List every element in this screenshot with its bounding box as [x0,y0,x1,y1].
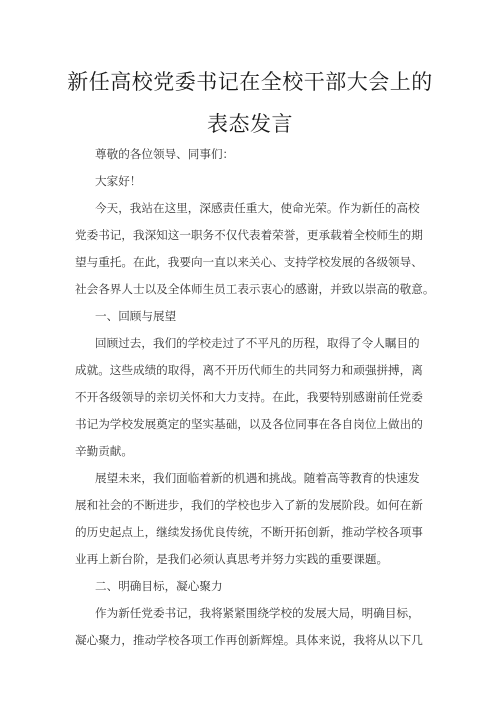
paragraph-2-line-3: 不开各级领导的亲切关怀和大力支持。在此，我要特别感谢前任党委 [75,390,423,404]
document-title-line-1: 新任高校党委书记在全校干部大会上的 [67,70,433,94]
paragraph-2-line-5: 辛勤贡献。 [75,444,133,458]
paragraph-3-line-1: 展望未来，我们面临着新的机遇和挑战。随着高等教育的快速发 [95,471,420,485]
paragraph-2-line-1: 回顾过去，我们的学校走过了不平凡的历程，取得了令人瞩目的 [95,336,420,350]
paragraph-3-line-2: 展和社会的不断进步，我们的学校也步入了新的发展阶段。如何在新 [75,498,423,512]
paragraph-1-line-4: 社会各界人士以及全体师生员工表示衷心的感谢，并致以崇高的敬意。 [75,282,435,296]
paragraph-4-line-2: 凝心聚力，推动学校各项工作再创新辉煌。具体来说，我将从以下几 [75,633,423,647]
paragraph-4-line-1: 作为新任党委书记，我将紧紧围绕学校的发展大局，明确目标， [95,606,420,620]
document-body [75,0,435,707]
paragraph-1-line-1: 今天，我站在这里，深感责任重大，使命光荣。作为新任的高校 [95,201,420,215]
document-title-line-2: 表态发言 [207,112,293,136]
paragraph-2-line-2: 成就。这些成绩的取得，离不开历代师生的共同努力和顽强拼搏，离 [75,363,423,377]
salutation: 尊敬的各位领导、同事们： [95,147,235,161]
paragraph-1-line-2: 党委书记，我深知这一职务不仅代表着荣誉，更承载着全校师生的期 [75,228,423,242]
paragraph-3-line-3: 的历史起点上，继续发扬优良传统，不断开拓创新，推动学校各项事 [75,525,423,539]
paragraph-1-line-3: 望与重托。在此，我要向一直以来关心、支持学校发展的各级领导、 [75,255,423,269]
greeting: 大家好！ [95,174,142,188]
paragraph-2-line-4: 书记为学校发展奠定的坚实基础，以及各位同事在各自岗位上做出的 [75,417,423,431]
section-1-heading: 一、回顾与展望 [95,309,177,323]
paragraph-3-line-4: 业再上新台阶，是我们必须认真思考并努力实践的重要课题。 [75,552,389,566]
section-2-heading: 二、明确目标，凝心聚力 [95,579,223,593]
